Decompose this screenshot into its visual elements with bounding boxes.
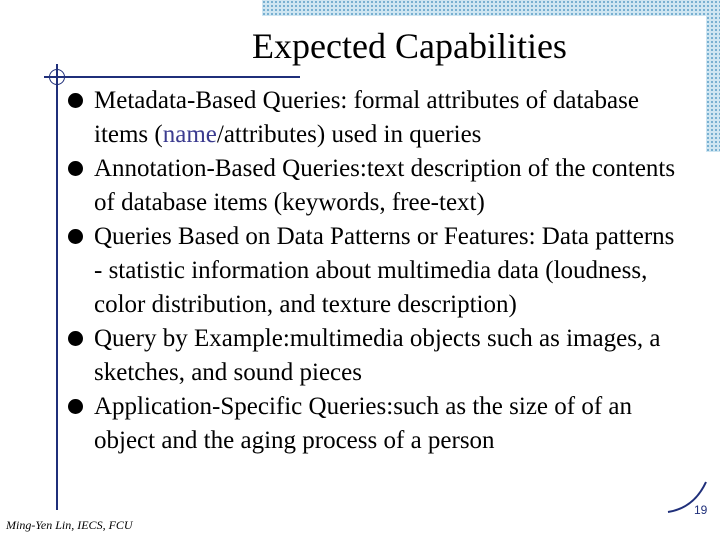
bullet-dot-icon (68, 229, 83, 244)
bullet-dot-icon (68, 161, 83, 176)
slide-title (0, 24, 720, 68)
bullet-dot-icon (68, 399, 83, 414)
page-number: 19 (694, 503, 708, 517)
bullet-item: Annotation-Based Queries:text description of the contents of database items (keywords, free-text) (66, 152, 676, 220)
title-underline (44, 76, 300, 78)
bullet-item: Metadata-Based Queries: formal attributes of database items (name/attributes) used in queries (66, 84, 676, 152)
bullet-item: Application-Specific Queries:such as the size of of an object and the aging process of a person (66, 390, 676, 458)
bullet-item: Query by Example:multimedia objects such as images, a sketches, and sound pieces (66, 322, 676, 390)
left-vertical-rule (56, 90, 58, 510)
bullet-item: Queries Based on Data Patterns or Features: Data patterns - statistic information about multimedia data (loudness, color distribution, and texture description) (66, 220, 676, 322)
footer-author: Ming-Yen Lin, IECS, FCU (6, 518, 133, 532)
dotted-header-band (262, 0, 720, 16)
bullet-dot-icon (68, 93, 83, 108)
bullet-list (66, 84, 676, 458)
bullet-dot-icon (68, 331, 83, 346)
accent-text: name (162, 121, 217, 148)
slide-title-text: Expected Capabilities (252, 26, 567, 66)
